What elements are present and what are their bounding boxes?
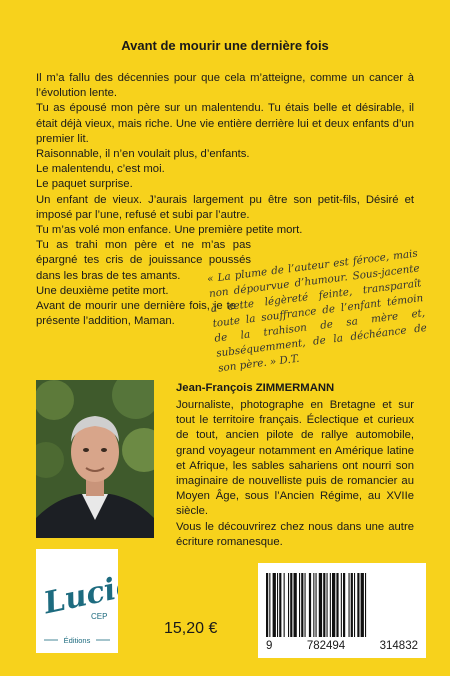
isbn-barcode xyxy=(258,563,426,658)
publisher-logo xyxy=(36,549,118,653)
barcode-bar xyxy=(319,573,322,637)
paragraph: Tu m’as volé mon enfance. Une première petite mort. xyxy=(36,224,303,237)
barcode-bar xyxy=(269,573,270,637)
barcode-bar xyxy=(294,573,297,637)
barcode-bar xyxy=(343,573,345,637)
barcode-bar xyxy=(351,573,353,637)
isbn-digit-group: 782494 xyxy=(306,640,346,652)
paragraph: Tu as trahi mon père et ne m’as pas épargné tes cris de jouissance poussés dans les bras de tes amants. xyxy=(36,239,251,282)
barcode-bar xyxy=(316,573,317,637)
paragraph: Un enfant de vieux. J’aurais largement pu être son petit-fils, Désiré et imposé par l’une, refusé et subi par l’autre. xyxy=(36,193,414,221)
logo-word: Lucie xyxy=(40,568,118,622)
paragraph: Une deuxième petite mort. xyxy=(36,284,169,297)
barcode-bar xyxy=(365,573,366,637)
barcode-bar xyxy=(299,573,300,637)
paragraph: Avant de mourir une dernière fois, je te présente l’addition, Maman. xyxy=(36,300,236,328)
barcode-bar xyxy=(336,573,338,637)
paragraph: Le paquet surprise. xyxy=(36,178,133,191)
book-title: Avant de mourir une dernière fois xyxy=(121,38,329,53)
barcode-bar xyxy=(323,573,325,637)
paragraph: Raisonnable, il n’en voulait plus, d’enfants. xyxy=(36,148,250,161)
barcode-bar xyxy=(284,573,285,637)
barcode-bar xyxy=(309,573,311,637)
author-photo xyxy=(36,380,154,538)
barcode-bar xyxy=(357,573,359,637)
paragraph: Il m’a fallu des décennies pour que cela m’atteigne, comme un cancer à l’évolution lente. xyxy=(36,72,414,100)
barcode-bar xyxy=(327,573,328,637)
barcode-bar xyxy=(290,573,292,637)
review-quote: « La plume de l’auteur est féroce, mais non dépourvue d’humour. Sous-jacente à cette légèreté feinte, transparaît toute la souffrance de l’enfant témoin de la trahison de sa mère et, subséquemment, de la déchéance de son père. » D.T. xyxy=(206,247,428,375)
price: 15,20 € xyxy=(164,620,218,637)
barcode-bar xyxy=(273,573,276,637)
barcode-bar xyxy=(354,573,355,637)
bio-paragraph: Journaliste, photographe en Bretagne et sur tout le territoire français. Éclectique et curieux de tout, ancien pilote de rallye automobile, grand voyageur notamment en Amérique latine et Afrique, les sables sahariens ont nourri son imaginaire de nouvelliste puis de romancier au Moyen Âge, sous l’Ancien Régime, au XVIIe siècle. xyxy=(176,399,414,518)
isbn-digit-group: 9 xyxy=(266,640,273,652)
barcode-bar xyxy=(277,573,278,637)
author-bio xyxy=(176,398,414,550)
barcode-bar xyxy=(288,573,289,637)
paragraph: Le malentendu, c’est moi. xyxy=(36,163,165,176)
barcode-bar xyxy=(330,573,331,637)
logo-imprint: Éditions xyxy=(63,636,91,645)
barcode-bar xyxy=(341,573,342,637)
paragraph: Tu as épousé mon père sur un malentendu. Tu étais belle et désirable, il était déjà vieux, mais riche. Une vie entière derrière lui et deux enfants d’un premier lit. xyxy=(36,102,414,145)
barcode-bar xyxy=(305,573,306,637)
barcode-bar xyxy=(349,573,350,637)
isbn-digit-group: 314832 xyxy=(379,640,418,652)
barcode-bar xyxy=(301,573,303,637)
barcode-bar xyxy=(361,573,364,637)
bio-paragraph: Vous le découvrirez chez nous dans une autre écriture romanesque. xyxy=(176,520,414,548)
barcode-bar xyxy=(266,573,268,637)
logo-sub: CEP xyxy=(91,612,108,621)
barcode-bar xyxy=(313,573,314,637)
author-name: Jean-François ZIMMERMANN xyxy=(176,382,335,394)
barcode-bar xyxy=(332,573,335,637)
barcode-bar xyxy=(279,573,281,637)
